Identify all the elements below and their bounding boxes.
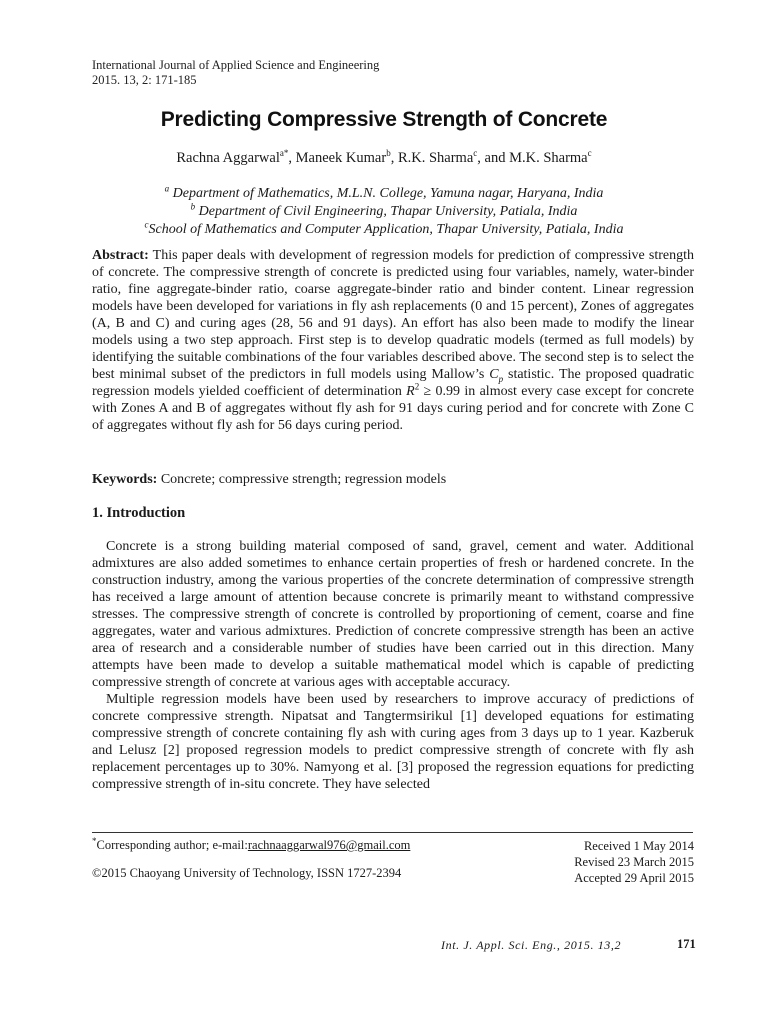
introduction-body (92, 538, 694, 793)
footnote-mark: * (92, 835, 97, 846)
author-separator: , and (477, 150, 510, 166)
copyright-line: ©2015 Chaoyang University of Technology, ISSN 1727-2394 (92, 866, 402, 880)
author-name: M.K. Sharma (509, 150, 588, 166)
author-name: R.K. Sharma (397, 150, 474, 166)
affiliations (0, 185, 768, 239)
abstract-label: Abstract: (92, 248, 149, 263)
abstract (92, 247, 694, 434)
r-power: 2 (414, 381, 420, 392)
received-date: Received 1 May 2014 (583, 839, 694, 853)
affiliation-text: Department of Mathematics, M.L.N. College, Yamuna nagar, Haryana, India (172, 186, 604, 201)
keywords (92, 471, 694, 488)
author-mark: c (473, 148, 478, 159)
abstract-text: ≥ 0.99 in almost every case except for concrete with Zones A and B of aggregates without fly ash for 91 days curing period and for concrete with Zone C of aggregates without fly ash for 56 days curing period. (92, 384, 694, 433)
affiliation-mark: c (144, 219, 149, 230)
affiliation-text: Department of Civil Engineering, Thapar University, Patiala, India (198, 204, 578, 219)
section-heading: 1. Introduction (92, 505, 186, 521)
accepted-date: Accepted 29 April 2015 (574, 871, 694, 885)
paper-title: Predicting Compressive Strength of Concrete (160, 108, 608, 131)
affiliation-line (0, 185, 768, 203)
author-name: Rachna Aggarwal (176, 150, 280, 166)
abstract-text: This paper deals with development of regression models for prediction of compressive strength of concrete. The compressive strength of concrete is predicted using four variables, namely, water-binder ratio, fine aggregate-binder ratio, coarse aggregate-binder ratio and binder content. Linear regression models have been developed for variations in fly ash replacements (0 and 15 percent), Zones of aggregates (A, B and C) and curing ages (28, 56 and 91 days). An effort has also been made to modify the linear models using a two step approach. First step is to develop quadratic models (termed as full models) by identifying the suitable combinations of the four variables described above. The second step is to select the best minimal subset of the predictors in full models using Mallow’s (92, 248, 694, 382)
affiliation-line (0, 203, 768, 221)
keywords-text: Concrete; compressive strength; regression models (157, 472, 447, 487)
affiliation-mark: b (190, 201, 196, 212)
affiliation-mark: a (164, 183, 170, 194)
email-link[interactable]: rachnaaggarwal976@gmail.com (247, 838, 411, 852)
running-footer: Int. J. Appl. Sci. Eng., 2015. 13,2 (441, 938, 622, 952)
stat-subscript: p (498, 373, 504, 384)
body-paragraph: Multiple regression models have been used by researchers to improve accuracy of predictions of concrete compressive strength. Nipatsat and Tangtermsirikul [1] developed equations for estimating compressive strength of concrete containing fly ash with curing ages from 3 days up to 1 year. Kazberuk and Lelusz [2] proposed regression models to predict compressive strength of concrete with fly ash replacement percentages up to 30%. Namyong et al. [3] proposed the regression equations for predicting compressive strength of in-situ concrete. They have selected (92, 692, 694, 792)
keywords-label: Keywords: (92, 472, 158, 487)
footnote-divider (92, 832, 693, 833)
journal-volume: 2015. 13, 2: 171-185 (92, 73, 197, 87)
abstract-text: statistic. The proposed quadratic regression models yielded coefficient of determination (92, 367, 694, 399)
page-number: 171 (677, 937, 696, 951)
author-mark: c (587, 148, 592, 159)
affiliation-text: School of Mathematics and Computer Application, Thapar University, Patiala, India (148, 222, 624, 237)
submission-dates (574, 838, 694, 886)
author-list (0, 150, 768, 167)
author-mark: b (386, 148, 391, 159)
footnote-text: Corresponding author; e-mail: (96, 838, 248, 852)
revised-date: Revised 23 March 2015 (574, 855, 694, 869)
r-symbol: R (406, 384, 415, 399)
journal-header (92, 58, 379, 88)
author-name: Maneek Kumar (295, 150, 387, 166)
author-separator: , (288, 150, 296, 166)
body-paragraph: Concrete is a strong building material composed of sand, gravel, cement and water. Additional admixtures are also added sometimes to enhance certain properties of fresh or hardened concrete. In the construction industry, among the various properties of the concrete determination of compressive strength has received a large amount of attention because concrete is primarily meant to withstand compressive stresses. The compressive strength of concrete is controlled by proportioning of cement, coarse and fine aggregates, water and various admixtures. Prediction of concrete compressive strength has been an active area of research and a considerable number of studies have been carried out in this direction. Many attempts have been made to develop a suitable mathematical model which is capable of predicting compressive strength of concrete at various ages with acceptable accuracy. (92, 539, 694, 690)
author-separator: , (390, 150, 398, 166)
journal-name: International Journal of Applied Science and Engineering (92, 58, 380, 72)
footnote-corresponding (92, 835, 411, 853)
affiliation-line (0, 221, 768, 239)
author-mark: a* (279, 148, 289, 159)
stat-symbol: C (489, 367, 499, 382)
